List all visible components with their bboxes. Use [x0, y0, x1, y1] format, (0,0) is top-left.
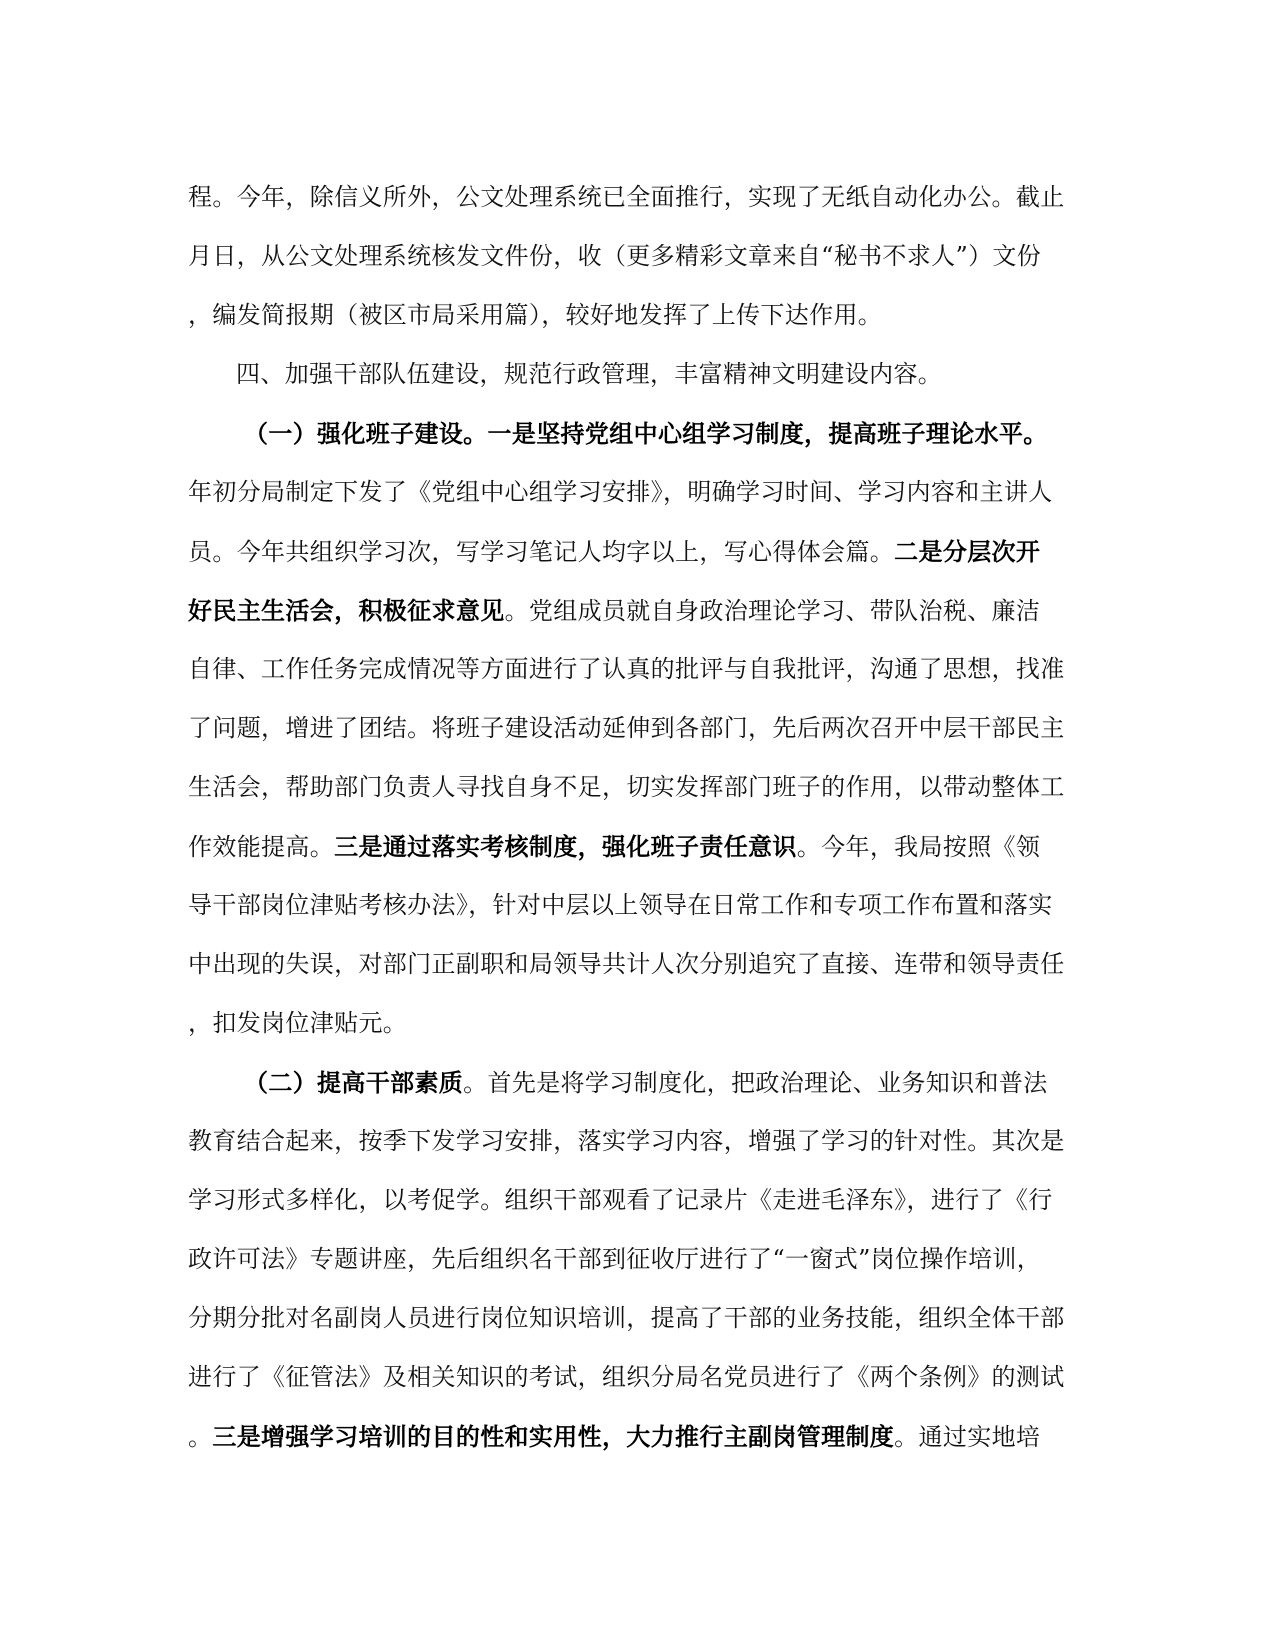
text-run: 。今年，我局按照《领	[796, 833, 1041, 861]
text-line	[188, 699, 1088, 758]
text-line	[188, 1230, 1088, 1289]
bold-text-run: 三是通过落实考核制度，强化班子责任意识	[334, 832, 797, 861]
text-run: 学习形式多样化，以考促学。组织干部观看了记录片《走进毛泽东》，进行了《行	[188, 1186, 1053, 1214]
text-run: 四、加强干部队伍建设，规范行政管理，丰富精神文明建设内容。	[236, 360, 943, 388]
text-line	[188, 1112, 1088, 1171]
text-run: ，编发简报期（被区市局采用篇），较好地发挥了上传下达作用。	[188, 301, 883, 329]
text-run: 。	[188, 1423, 213, 1451]
text-line	[188, 1289, 1088, 1348]
text-line	[188, 1053, 1088, 1112]
text-run: 作效能提高。	[188, 833, 335, 861]
text-line	[188, 227, 1088, 286]
text-run: 。通过实地培	[894, 1423, 1041, 1451]
text-line	[188, 640, 1088, 699]
bold-text-run: （二）提高干部素质	[244, 1068, 464, 1097]
text-run: 年初分局制定下发了《党组中心组学习安排》，明确学习时间、学习内容和主讲人	[188, 478, 1053, 506]
text-line	[188, 1171, 1088, 1230]
text-run: 教育结合起来，按季下发学习安排，落实学习内容，增强了学习的针对性。其次是	[188, 1127, 1065, 1155]
text-line	[188, 404, 1088, 463]
text-line	[188, 522, 1088, 581]
text-line	[188, 581, 1088, 640]
text-run: 自律、工作任务完成情况等方面进行了认真的批评与自我批评，沟通了思想，找准	[188, 655, 1065, 683]
text-line	[188, 1407, 1088, 1466]
text-line	[188, 817, 1088, 876]
bold-text-run: 好民主生活会，积极征求意见	[188, 596, 505, 625]
text-run: 生活会，帮助部门负责人寻找自身不足，切实发挥部门班子的作用，以带动整体工	[188, 773, 1065, 801]
text-line	[188, 286, 1088, 345]
text-run: 进行了《征管法》及相关知识的考试，组织分局名党员进行了《两个条例》的测试	[188, 1363, 1065, 1391]
text-run: 程。今年，除信义所外，公文处理系统已全面推行，实现了无纸自动化办公。截止	[188, 183, 1065, 211]
text-run: 。党组成员就自身政治理论学习、带队治税、廉洁	[504, 597, 1041, 625]
text-line	[188, 168, 1088, 227]
bold-text-run: （一）强化班子建设。一是坚持党组中心组学习制度，提高班子理论水平。	[244, 419, 1048, 448]
text-line	[188, 345, 1088, 404]
text-run: 政许可法》专题讲座，先后组织名干部到征收厅进行了“一窗式”岗位操作培训，	[188, 1245, 1042, 1273]
text-line	[188, 994, 1088, 1053]
text-run: 月日，从公文处理系统核发文件份，收（更多精彩文章来自“秘书不求人”）文份	[188, 242, 1042, 270]
text-line	[188, 758, 1088, 817]
text-run: 。首先是将学习制度化，把政治理论、业务知识和普法	[463, 1069, 1048, 1097]
text-line	[188, 935, 1088, 994]
text-run: 了问题，增进了团结。将班子建设活动延伸到各部门，先后两次召开中层干部民主	[188, 714, 1065, 742]
bold-text-run: 二是分层次开	[894, 537, 1041, 566]
text-line	[188, 876, 1088, 935]
text-line	[188, 463, 1088, 522]
text-run: 导干部岗位津贴考核办法》，针对中层以上领导在日常工作和专项工作布置和落实	[188, 891, 1053, 919]
text-run: 分期分批对名副岗人员进行岗位知识培训，提高了干部的业务技能，组织全体干部	[188, 1304, 1065, 1332]
text-line	[188, 1348, 1088, 1407]
text-run: 中出现的失误，对部门正副职和局领导共计人次分别追究了直接、连带和领导责任	[188, 950, 1065, 978]
bold-text-run: 三是增强学习培训的目的性和实用性，大力推行主副岗管理制度	[212, 1422, 895, 1451]
text-run: ，扣发岗位津贴元。	[188, 1009, 408, 1037]
text-run: 员。今年共组织学习次，写学习笔记人均字以上，写心得体会篇。	[188, 538, 895, 566]
document-body	[188, 168, 1088, 1466]
